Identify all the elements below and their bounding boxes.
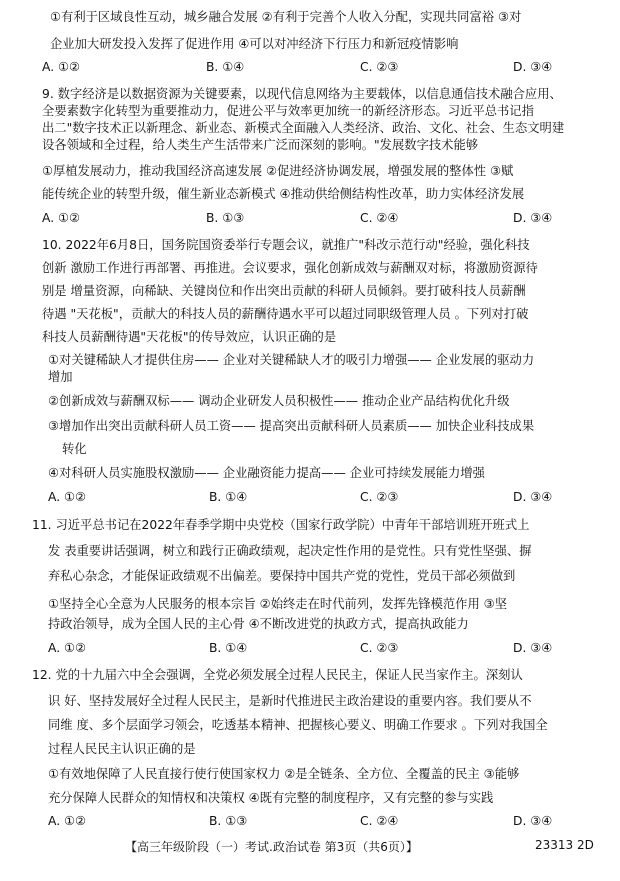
q11-choice-b: B. ①④ bbox=[209, 641, 248, 655]
q10-stem-line-3: 别是 增量资源，向稀缺、关键岗位和作出突出贡献的科研人员倾斜。要打破科技人员薪酬 bbox=[42, 284, 526, 298]
q12-option-line-1: ①有效地保障了人民直接行使行使国家权力 ②是全链条、全方位、全覆盖的民主 ③能够 bbox=[48, 767, 520, 781]
q12-stem-line-2: 识 好、坚持发展好全过程人民民主，是新时代推进民主政治建设的重要内容。我们要从不 bbox=[48, 694, 532, 708]
q10-option-1-line-1: ①对关键稀缺人才提供住房—— 企业对关键稀缺人才的吸引力增强—— 企业发展的驱动力 bbox=[48, 353, 535, 367]
q8-choice-d: D. ③④ bbox=[513, 60, 553, 74]
q12-stem-line-1: 12. 党的十九届六中全会强调，全党必须发展全过程人民民主，保证人民当家作主。深刻认 bbox=[32, 668, 523, 682]
q9-choice-b: B. ①③ bbox=[206, 211, 245, 225]
page-footer: 【高三年级阶段（一）考试.政治试卷 第3页（共6页）】 bbox=[125, 840, 418, 854]
q10-stem-line-5: 科技人员薪酬待遇"天花板"的传导效应，认识正确的是 bbox=[42, 330, 337, 344]
q11-option-line-1: ①坚持全心全意为人民服务的根本宗旨 ②始终走在时代前列，发挥先锋模范作用 ③坚 bbox=[48, 597, 507, 611]
q11-option-line-2: 持政治领导，成为全国人民的主心骨 ④不断改进党的执政方式，提高执政能力 bbox=[48, 617, 469, 631]
q10-stem-line-1: 10. 2022年6月8日，国务院国资委举行专题会议，就推广"科改示范行动"经验，强化科技 bbox=[42, 238, 530, 252]
q9-stem-line-2: 全要素数字化转型为重要推动力，促进公平与效率更加统一的新经济形态。习近平总书记指 bbox=[42, 104, 534, 118]
q9-stem-line-3: 出二"数字技术正以新理念、新业态、新模式全面融入人类经济、政治、文化、社会、生态文明建 bbox=[42, 121, 565, 135]
q11-choice-d: D. ③④ bbox=[513, 641, 553, 655]
q10-option-2: ②创新成效与薪酬双标—— 调动企业研发人员积极性—— 推动企业产品结构优化升级 bbox=[48, 394, 510, 408]
q9-stem-line-1: 9. 数字经济是以数据资源为关键要素，以现代信息网络为主要载体，以信息通信技术融合应用、 bbox=[42, 87, 562, 101]
q8-option-line-1: ①有利于区域良性互动，城乡融合发展 ②有利于完善个人收入分配，实现共同富裕 ③对 bbox=[50, 10, 522, 24]
q9-option-line-2: 能传统企业的转型升级，催生新业态新模式 ④推动供给侧结构性改革，助力实体经济发展 bbox=[42, 187, 525, 201]
q8-choice-c: C. ②③ bbox=[360, 60, 399, 74]
q11-stem-line-3: 弃私心杂念，才能保证政绩观不出偏差。要保持中国共产党的党性，党员干部必须做到 bbox=[48, 569, 516, 583]
q11-choice-a: A. ①② bbox=[48, 641, 87, 655]
q11-stem-line-1: 11. 习近平总书记在2022年春季学期中央党校（国家行政学院）中青年干部培训班开班式上 bbox=[32, 518, 530, 532]
q8-choice-a: A. ①② bbox=[42, 60, 81, 74]
q10-option-1-line-2: 增加 bbox=[48, 370, 73, 384]
q9-stem-line-4: 设各领域和全过程，给人类生产生活带来广泛而深刻的影响。"发展数字技术能够 bbox=[42, 138, 479, 152]
q10-stem-line-4: 待遇 "天花板"，贡献大的科技人员的薪酬待遇水平可以超过同职级管理人员 。下列对打破 bbox=[42, 307, 529, 321]
q10-stem-line-2: 创新 激励工作进行再部署、再推进。会议要求，强化创新成效与薪酬双对标，将激励资源待 bbox=[42, 261, 538, 275]
q8-option-line-2: 企业加大研发投入发挥了促进作用 ④可以对冲经济下行压力和新冠疫情影响 bbox=[50, 37, 459, 51]
q12-choice-b: B. ①③ bbox=[209, 814, 248, 828]
document-code: 23313 2D bbox=[535, 838, 594, 852]
q12-stem-line-4: 过程人民民主认识正确的是 bbox=[48, 742, 196, 756]
q10-option-3-line-2: 转化 bbox=[62, 442, 87, 456]
q12-stem-line-3: 同维 度、多个层面学习领会，吃透基本精神、把握核心要义、明确工作要求 。下列对我国全 bbox=[48, 718, 548, 732]
q12-choice-a: A. ①② bbox=[48, 814, 87, 828]
q12-choice-c: C. ②④ bbox=[360, 814, 399, 828]
q12-choice-d: D. ③④ bbox=[513, 814, 553, 828]
q9-choice-c: C. ②④ bbox=[360, 211, 399, 225]
q12-option-line-2: 充分保障人民群众的知情权和决策权 ④既有完整的制度程序，又有完整的参与实践 bbox=[48, 791, 494, 805]
q11-stem-line-2: 发 表重要讲话强调，树立和践行正确政绩观，起决定性作用的是党性。只有党性坚强、摒 bbox=[48, 544, 532, 558]
q10-choice-c: C. ②③ bbox=[360, 490, 399, 504]
q10-choice-d: D. ③④ bbox=[513, 490, 553, 504]
q10-choice-b: B. ①④ bbox=[209, 490, 248, 504]
q9-choice-d: D. ③④ bbox=[513, 211, 553, 225]
q11-choice-c: C. ②③ bbox=[360, 641, 399, 655]
q9-option-line-1: ①厚植发展动力，推动我国经济高速发展 ②促进经济协调发展，增强发展的整体性 ③赋 bbox=[42, 164, 514, 178]
q8-choice-b: B. ①④ bbox=[206, 60, 245, 74]
q10-option-4: ④对科研人员实施股权激励—— 企业融资能力提高—— 企业可持续发展能力增强 bbox=[48, 466, 485, 480]
q9-choice-a: A. ①② bbox=[42, 211, 81, 225]
q10-choice-a: A. ①② bbox=[48, 490, 87, 504]
q10-option-3-line-1: ③增加作出突出贡献科研人员工资—— 提高突出贡献科研人员素质—— 加快企业科技成果 bbox=[48, 419, 535, 433]
